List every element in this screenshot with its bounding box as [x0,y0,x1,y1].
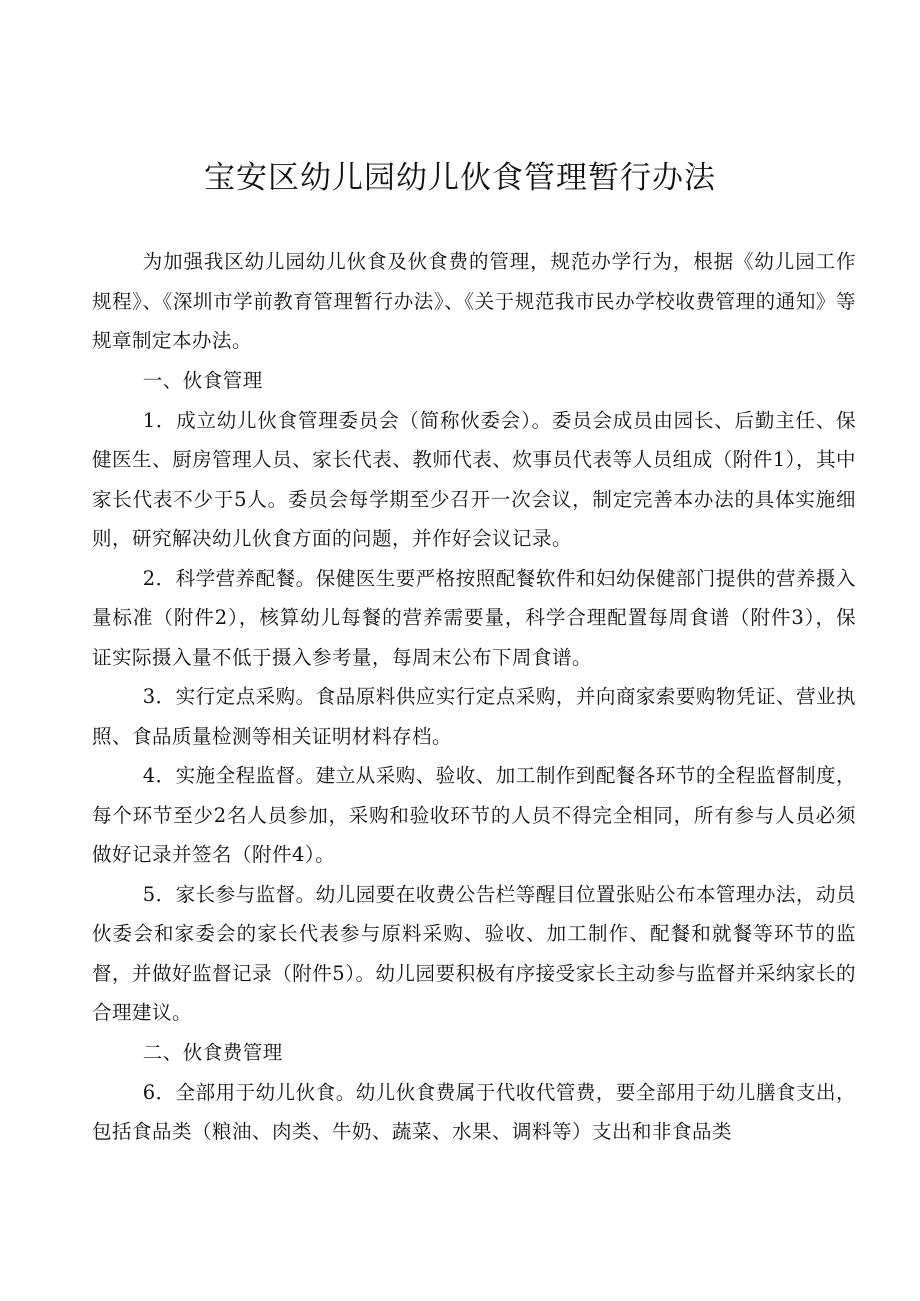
item-4-paragraph: 4．实施全程监督。建立从采购、验收、加工制作到配餐各环节的全程监督制度，每个环节至少2名人员参加，采购和验收环节的人员不得完全相同，所有参与人员必须做好记录并签名（附件4）。 [92,764,856,866]
item-6-paragraph: 6．全部用于幼儿伙食。幼儿伙食费属于代收代管费，要全部用于幼儿膳食支出，包括食品类（粮油、肉类、牛奶、蔬菜、水果、调料等）支出和非食品类 [92,1080,856,1143]
item-5-paragraph: 5．家长参与监督。幼儿园要在收费公告栏等醒目位置张贴公布本管理办法，动员伙委会和家委会的家长代表参与原料采购、验收、加工制作、配餐和就餐等环节的监督，并做好监督记录（附件5）。幼儿园要积极有序接受家长主动参与监督并采纳家长的合理建议。 [92,882,856,1024]
document-title: 宝安区幼儿园幼儿伙食管理暂行办法 [204,160,716,196]
item-1-paragraph: 1．成立幼儿伙食管理委员会（简称伙委会）。委员会成员由园长、后勤主任、保健医生、厨房管理人员、家长代表、教师代表、炊事员代表等人员组成（附件1），其中家长代表不少于5人。委员会每学期至少召开一次会议，制定完善本办法的具体实施细则，研究解决幼儿伙食方面的问题，并作好会议记录。 [92,408,856,550]
item-2-paragraph: 2．科学营养配餐。保健医生要严格按照配餐软件和妇幼保健部门提供的营养摄入量标准（附件2），核算幼儿每餐的营养需要量，科学合理配置每周食谱（附件3），保证实际摄入量不低于摄入参考量，每周末公布下周食谱。 [92,566,856,669]
document-body [92,242,856,1152]
intro-paragraph: 为加强我区幼儿园幼儿伙食及伙食费的管理，规范办学行为，根据《幼儿园工作规程》、《深圳市学前教育管理暂行办法》、《关于规范我市民办学校收费管理的通知》等规章制定本办法。 [92,250,856,352]
section-heading-food-management: 一、伙食管理 [142,368,263,392]
section-heading-fee-management: 二、伙食费管理 [142,1040,283,1064]
item-3-paragraph: 3．实行定点采购。食品原料供应实行定点采购，并向商家索要购物凭证、营业执照、食品质量检测等相关证明材料存档。 [92,685,856,748]
